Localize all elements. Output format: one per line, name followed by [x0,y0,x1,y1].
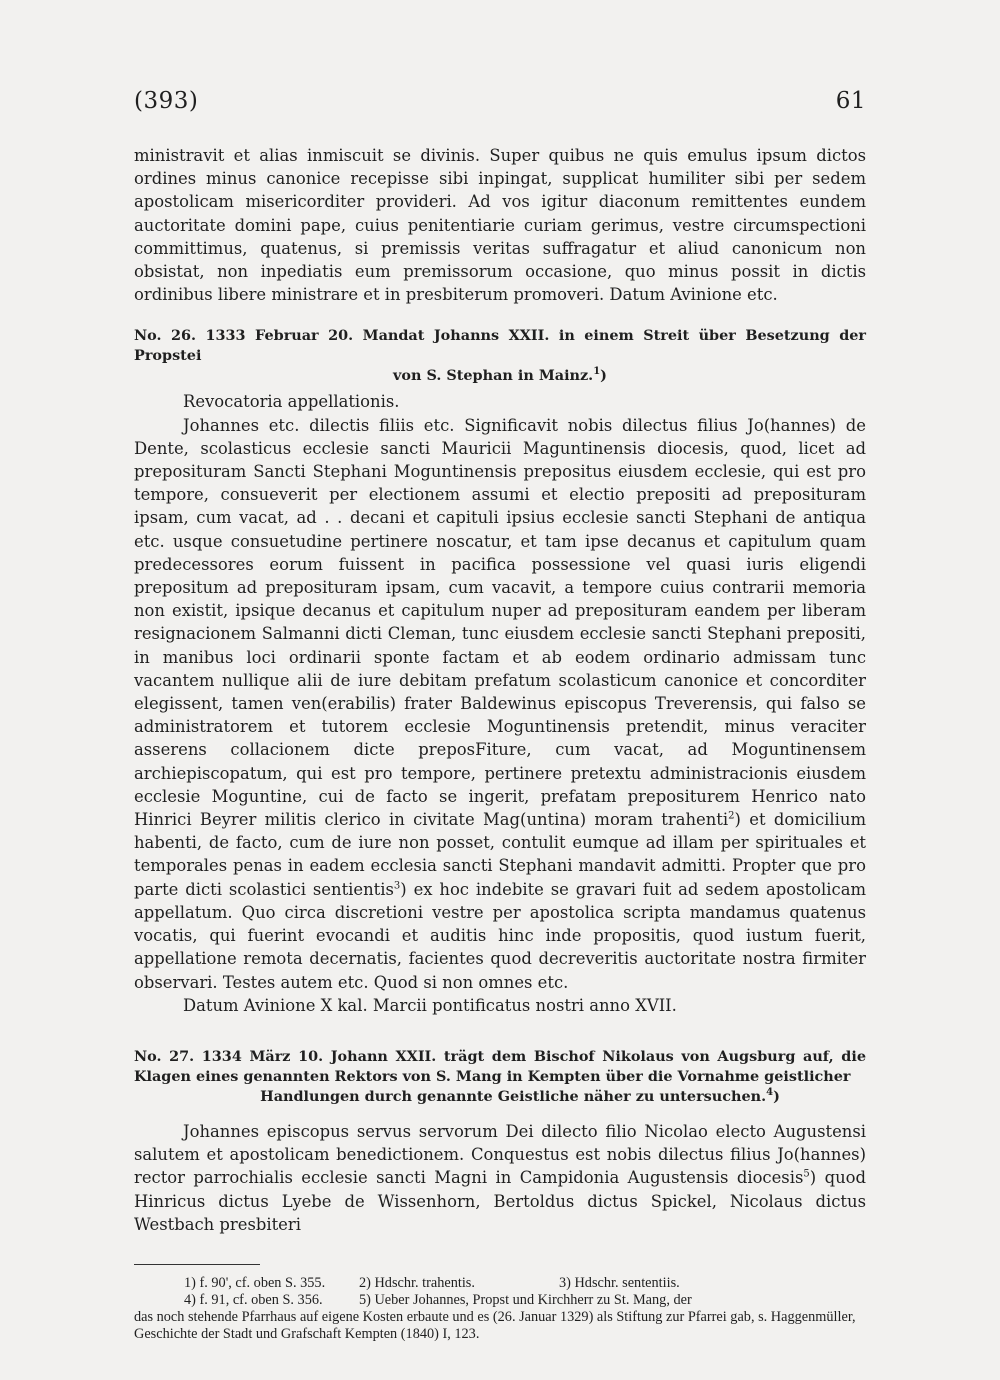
entry-26-heading [134,326,866,386]
page-content [134,82,866,1343]
body-text [134,144,866,1236]
footnotes [134,1275,866,1343]
footnote-ref-3: 3 [393,880,401,892]
entry-26-text-c: ex hoc indebite se gravari fuit ad sedem apostolicam appellatum. Quo circa discretioni vestre per apostolica scripta mandamus quatenus vocatis, qui fuerint evocandi et auditis hinc inde propositis, quod iustum fuerit, appellatione remota decernatis, facientes quod decreveritis auctoritate nostra firmiter observari. Testes autem etc. Quod si non omnes etc. [134,879,867,992]
entry-26-rubric: Revocatoria appellationis. [183,392,400,412]
entry-27-text-a: Johannes episcopus servus servorum Dei dilecto filio Nicolao electo Augustensi salutem et apostolicam benedictionem. Conquestus est nobis dilectus filius Jo(hannes) rector parrochialis ecclesie sancti Magni in Campidonia Augustensis diocesis [134,1121,866,1188]
entry-27-heading-cont: Handlungen durch genannte Geistliche näher zu untersuchen.$^4$) [260,1087,780,1105]
footnote-5-cont: das noch stehende Pfarrhaus auf eigene Kosten erbaute und es (26. Januar 1329) als Stiftung zur Pfarrei gab, s. Haggenmüller, Geschichte der Stadt und Grafschaft Kempten (1840) I, 123. [134,1308,856,1342]
entry-27-text-b: quod Hinricus dictus Lyebe de Wissenhorn, Bertoldus dictus Spickel, Nicolaus dictus Westbach presbiteri [134,1168,866,1234]
entry-27-heading [134,1047,866,1107]
footnote-ref-2: 2 [728,810,735,822]
running-head [134,82,866,122]
entry-26-heading-cont-text: von S. Stephan in Mainz. [393,367,594,385]
entry-26-datum: Datum Avinione X kal. Marcii pontificatus nostri anno XVII. [183,995,677,1015]
page-number: 61 [835,88,866,114]
footnote-row-1 [134,1275,866,1292]
footnote-2: 2) Hdschr. trahentis. [359,1274,475,1291]
running-head-left: (393) [134,88,199,114]
entry-26-text-a: Johannes etc. dilectis filiis etc. Significavit nobis dilectus filius Jo(hannes) de Dente, scolasticus ecclesie sancti Mauricii Maguntinensis diocesis, quod, licet ad preposituram Sancti Stephani Moguntinensis prepositus eiusdem ecclesie, qui est pro tempore, consueverit per electionem assumi et electio prepositi ad preposituram ipsam, cum vacat, ad . . decani et capituli ipsius ecclesie sancti Stephani de antiqua etc. usque consuetudine pertinere noscatur, et tam ipse decanus et capitulum quam predecessores eorum fuissent in pacifica possessione vel quasi iuris eligendi prepositum ad preposituram ipsam, cum vacavit, a tempore cuius contrarii memoria non existit, ipsique decanus et capitulum nuper ad preposituram eandem per liberam resignacionem Salmanni dicti Cleman, tunc eiusdem ecclesie sancti Stephani prepositi, in manibus loci ordinarii sponte factam et ab eodem ordinario admissam tunc vacantem nullique alii de iure debitam prefatum scolasticum canonice et concorditer elegissent, tamen ven(erabilis) frater Baldewinus episcopus Treverensis, qui falso se administratorem et tutorem ecclesie Moguntinensis pretendit, minus veraciter asserens collacionem dicte preposFiture, cum vacat, ad Moguntinensem archiepiscopatum, qui est pro tempore, pertinere pretextu administracionis eiusdem ecclesie Moguntine, cui de facto se ingerit, prefatam prepositurem Henrico nato Hinrici Beyrer militis clerico in civitate Mag(untina) moram trahenti [134,415,866,830]
entry-26-paragraph: Johannes etc. dilectis filiis etc. Significavit nobis dilectus filius Jo(hannes) de Dente, scolasticus ecclesie sancti Mauricii Maguntinensis diocesis, quod, licet ad preposituram Sancti Stephani Moguntinensis prepositus eiusdem ecclesie, qui est pro tempore, consueverit per electionem assumi et electio prepositi ad preposituram ipsam, cum vacat, ad . . decani et capituli ipsius ecclesie sancti Stephani de antiqua etc. usque consuetudine pertinere noscatur, et tam ipse decanus et capitulum quam predecessores eorum fuissent in pacifica possessione vel quasi iuris eligendi prepositum ad preposituram ipsam, cum vacavit, a tempore cuius contrarii memoria non existit, ipsique decanus et capitulum nuper ad preposituram eandem per liberam resignacionem Salmanni dicti Cleman, tunc eiusdem ecclesie sancti Stephani prepositi, in manibus loci ordinarii sponte factam et ab eodem ordinario admissam tunc vacantem nullique alii de iure debitam prefatum scolasticum canonice et concorditer elegissent, tamen ven(erabilis) frater Baldewinus episcopus Treverensis, qui falso se administratorem et tutorem ecclesie Moguntinensis pretendit, minus veraciter asserens collacionem dicte preposFiture, cum vacat, ad Moguntinensem archiepiscopatum, qui est pro tempore, pertinere pretextu administracionis eiusdem ecclesie Moguntine, cui de facto se ingerit, prefatam prepositurem Henrico nato Hinrici Beyrer militis clerico in civitate Mag(untina) moram trahenti$^2$) et domicilium habenti, de facto, cum de iure non posset, contulit eumque ad illam per spirituales et temporales penas in eadem ecclesia sancti Stephani mandavit admitti. Propter que pro parte dicti scolastici sentientis$^3$) ex hoc indebite se gravari fuit ad sedem apostolicam appellatum. Quo circa discretioni vestre per apostolica scripta mandamus quatenus vocatis, qui fuerint evocandi et auditis hinc inde propositis, quod iustum fuerit, appellatione remota decernatis, facientes quod decreveritis auctoritate nostra firmiter observari. Testes autem etc. Quod si non omnes etc. [134,415,867,992]
footnote-row-2 [134,1292,866,1309]
footnote-ref-4: 4 [766,1087,774,1099]
footnote-3: 3) Hdschr. sententiis. [559,1274,680,1291]
entry-27-heading-main: No. 27. 1334 März 10. Johann XXII. trägt dem Bischof Nikolaus von Augsburg auf, die Klagen eines genannten Rektors von S. Mang in Kempten über die Vornahme geistlicher [134,1047,866,1085]
footnote-4: 4) f. 91, cf. oben S. 356. [184,1291,323,1308]
entry-26-text-b: et domicilium habenti, de facto, cum de iure non posset, contulit eumque ad illam per spirituales et temporales penas in eadem ecclesia sancti Stephani mandavit admitti. Propter que pro parte dicti scolastici sentientis [134,810,866,899]
footnote-1: 1) f. 90', cf. oben S. 355. [184,1274,326,1291]
entry-26-heading-main: No. 26. 1333 Februar 20. Mandat Johanns XXII. in einem Streit über Besetzung der Propstei [134,327,866,365]
footnote-ref-1: 1 [593,366,601,378]
footnote-rule [134,1264,260,1265]
entry-27-paragraph: Johannes episcopus servus servorum Dei dilecto filio Nicolao electo Augustensi salutem et apostolicam benedictionem. Conquestus est nobis dilectus filius Jo(hannes) rector parrochialis ecclesie sancti Magni in Campidonia Augustensis diocesis$^5$) quod Hinricus dictus Lyebe de Wissenhorn, Bertoldus dictus Spickel, Nicolaus dictus Westbach presbiteri [134,1121,866,1234]
paragraph-intro: ministravit et alias inmiscuit se divinis. Super quibus ne quis emulus ipsum dictos ordines minus canonice recepisse sibi inpingat, supplicat humiliter sibi per sedem apostolicam misericorditer provideri. Ad vos igitur diaconum remittentes eundem auctoritate domini pape, cuius penitentiarie curiam gerimus, vestre circumspectioni committimus, quatenus, si premissis veritas suffragatur et aliud canonicum non obsistat, non inpediatis eum premissorum occasione, quo minus possit in dictis ordinibus libere ministrare et in presbiterum promoveri. Datum Avinione etc. [134,146,866,305]
footnote-ref-5: 5 [803,1168,810,1180]
footnote-5-start: 5) Ueber Johannes, Propst und Kirchherr zu St. Mang, der [359,1291,692,1308]
entry-27-heading-cont-text: Handlungen durch genannte Geistliche näher zu untersuchen. [260,1087,767,1105]
entry-26-heading-cont: von S. Stephan in Mainz.$^1$) [393,366,607,385]
